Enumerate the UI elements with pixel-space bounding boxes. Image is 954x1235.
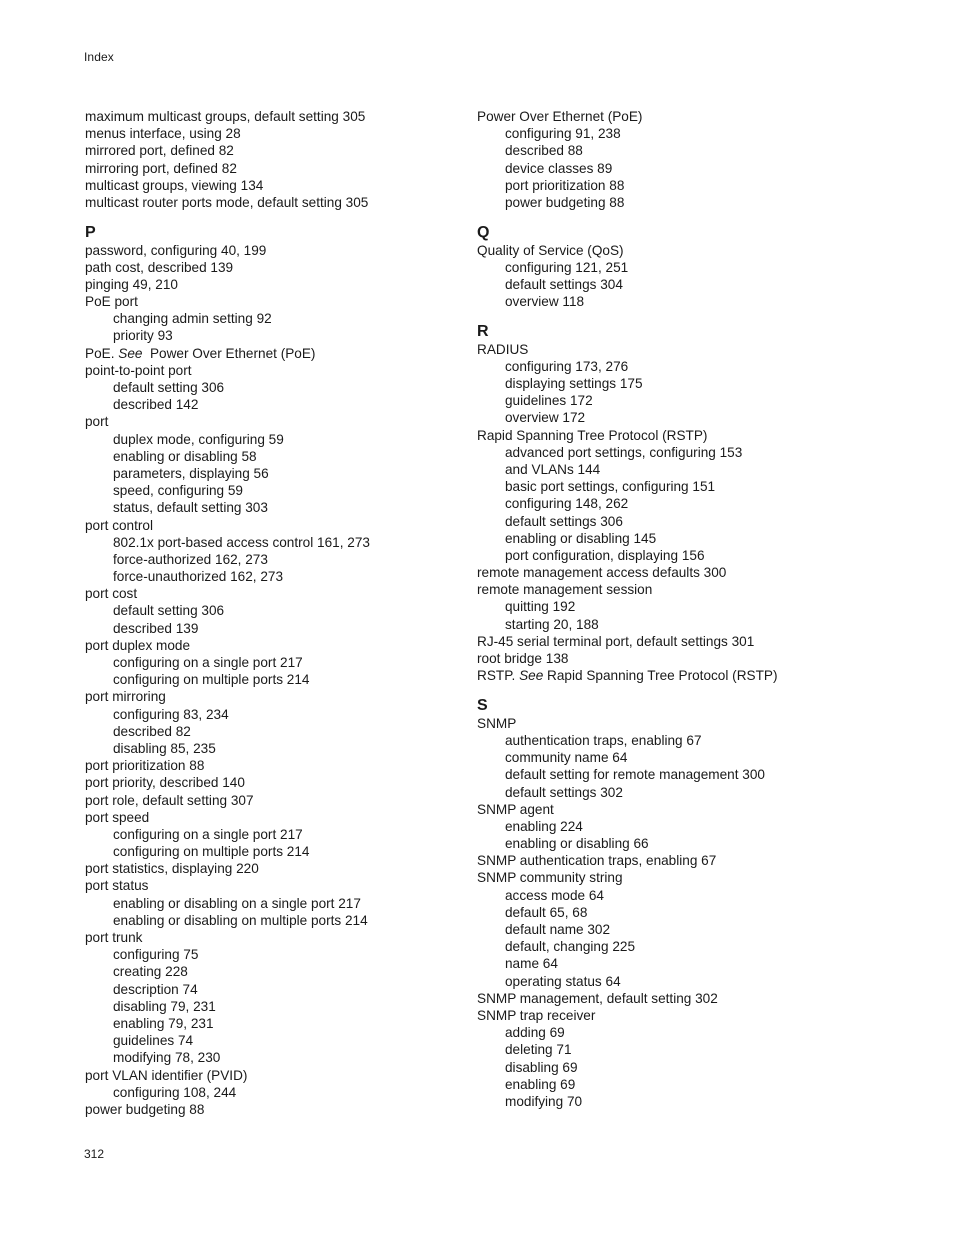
index-subentry: enabling 224 [505,818,583,834]
index-entry: port VLAN identifier (PVID) [85,1067,248,1083]
index-entry: port status [85,878,149,894]
index-subentry: default, changing 225 [505,939,636,955]
index-subentry: changing admin setting 92 [113,311,272,327]
index-column-right [477,108,917,1110]
index-subentry: power budgeting 88 [505,194,625,210]
index-subentry: 802.1x port-based access control 161, 273 [113,534,370,550]
index-subentry: configuring 75 [113,947,199,963]
index-subentry: disabling 85, 235 [113,740,216,756]
index-subentry: name 64 [505,956,558,972]
index-subentry: default settings 306 [505,513,623,529]
index-subentry: modifying 78, 230 [113,1050,221,1066]
index-entry: menus interface, using 28 [85,126,241,142]
index-subentry: device classes 89 [505,160,613,176]
index-subentry: default name 302 [505,922,611,938]
index-subentry: default setting for remote management 300 [505,767,765,783]
index-subentry: default 65, 68 [505,904,588,920]
see-pre: RSTP. [477,668,520,684]
index-subentry: overview 118 [505,294,585,310]
index-subentry: default setting 306 [113,603,225,619]
index-subentry: modifying 70 [505,1093,583,1109]
index-entry: SNMP community string [477,870,623,886]
index-entry: RJ-45 serial terminal port, default settings 301 [477,633,755,649]
index-subentry: disabling 79, 231 [113,998,216,1014]
index-entry: SNMP authentication traps, enabling 67 [477,853,717,869]
index-entry: port [85,414,109,430]
index-subentry: disabling 69 [505,1059,578,1075]
index-section-letter: Q [477,223,490,241]
index-entry: port priority, described 140 [85,775,245,791]
index-subentry: described 142 [113,397,199,413]
index-subentry: enabling 69 [505,1076,576,1092]
index-entry: SNMP management, default setting 302 [477,990,718,1006]
index-entry: port cost [85,586,138,602]
index-subentry: configuring 91, 238 [505,126,621,142]
index-subentry: configuring 108, 244 [113,1084,237,1100]
see-see: See [118,345,143,361]
index-entry: SNMP [477,715,517,731]
index-entry: multicast groups, viewing 134 [85,177,264,193]
index-subentry: configuring 148, 262 [505,496,629,512]
index-subentry: and VLANs 144 [505,461,601,477]
index-entry: port prioritization 88 [85,758,205,774]
index-subentry: enabling or disabling on multiple ports 214 [113,912,368,928]
index-subentry: enabling or disabling 145 [505,530,657,546]
index-entry: port statistics, displaying 220 [85,861,259,877]
index-subentry: enabling or disabling 58 [113,448,257,464]
index-subentry: configuring on a single port 217 [113,826,303,842]
index-subentry: quitting 192 [505,599,576,615]
index-section-letter: S [477,696,488,714]
index-subentry: force-unauthorized 162, 273 [113,569,284,585]
index-subentry: creating 228 [113,964,188,980]
index-subentry: configuring 83, 234 [113,706,229,722]
index-entry: RADIUS [477,341,529,357]
see-post: Power Over Ethernet (PoE) [142,345,316,361]
index-subentry: default settings 304 [505,276,623,292]
index-subentry: advanced port settings, configuring 153 [505,444,743,460]
index-entry: PoE port [85,294,138,310]
index-subentry: configuring on multiple ports 214 [113,672,310,688]
index-subentry: default settings 302 [505,784,623,800]
index-subentry: configuring 121, 251 [505,259,629,275]
see-see: See [519,668,544,684]
index-entry: pinging 49, 210 [85,276,178,292]
index-section-letter: R [477,322,489,340]
index-entry: power budgeting 88 [85,1101,205,1117]
index-entry: multicast router ports mode, default setting 305 [85,194,369,210]
index-entry: maximum multicast groups, default setting 305 [85,109,366,124]
index-subentry: status, default setting 303 [113,500,268,516]
index-entry: root bridge 138 [477,651,569,667]
index-entry: remote management session [477,582,653,598]
index-entry: port role, default setting 307 [85,792,254,808]
index-subentry: adding 69 [505,1025,565,1041]
index-subentry: guidelines 74 [113,1033,194,1049]
index-entry: port trunk [85,930,143,946]
index-subentry: community name 64 [505,750,628,766]
index-entry: mirrored port, defined 82 [85,143,234,159]
index-entry: Power Over Ethernet (PoE) [477,109,643,124]
index-subentry: enabling or disabling on a single port 217 [113,895,361,911]
index-see-reference [477,667,917,684]
index-entry: SNMP agent [477,801,554,817]
index-subentry: operating status 64 [505,973,621,989]
index-subentry: default setting 306 [113,380,225,396]
page-number: 312 [84,1147,105,1161]
index-entry: port speed [85,809,150,825]
index-subentry: description 74 [113,981,198,997]
index-subentry: enabling or disabling 66 [505,836,649,852]
index-entry: Quality of Service (QoS) [477,242,624,258]
index-entry: password, configuring 40, 199 [85,242,267,258]
index-subentry: enabling 79, 231 [113,1015,214,1031]
index-subentry: force-authorized 162, 273 [113,551,268,567]
index-entry: mirroring port, defined 82 [85,160,237,176]
page-header: Index [84,50,114,64]
index-entry: port duplex mode [85,637,191,653]
index-entry: path cost, described 139 [85,259,234,275]
index-entry: Rapid Spanning Tree Protocol (RSTP) [477,427,708,443]
see-post: Rapid Spanning Tree Protocol (RSTP) [543,668,778,684]
index-entry: port control [85,517,154,533]
index-subentry: displaying settings 175 [505,376,643,392]
index-subentry: described 139 [113,620,199,636]
index-subentry: priority 93 [113,328,173,344]
index-subentry: deleting 71 [505,1042,572,1058]
index-section-letter: P [85,223,96,241]
index-subentry: port prioritization 88 [505,177,625,193]
index-subentry: described 88 [505,143,583,159]
index-subentry: port configuration, displaying 156 [505,547,705,563]
index-subentry: configuring 173, 276 [505,358,629,374]
index-subentry: overview 172 [505,410,586,426]
index-subentry: configuring on a single port 217 [113,655,303,671]
index-entry: port mirroring [85,689,166,705]
index-see-reference [85,345,525,362]
index-subentry: parameters, displaying 56 [113,465,269,481]
index-subentry: basic port settings, configuring 151 [505,479,716,495]
see-pre: PoE. [85,345,119,361]
index-subentry: described 82 [113,723,191,739]
index-column-left [85,108,525,1118]
index-subentry: authentication traps, enabling 67 [505,732,702,748]
index-subentry: duplex mode, configuring 59 [113,431,284,447]
index-subentry: guidelines 172 [505,393,593,409]
index-entry: point-to-point port [85,362,192,378]
index-subentry: configuring on multiple ports 214 [113,844,310,860]
index-subentry: starting 20, 188 [505,616,599,632]
index-entry: remote management access defaults 300 [477,565,727,581]
index-entry: SNMP trap receiver [477,1007,596,1023]
index-subentry: access mode 64 [505,887,604,903]
index-subentry: speed, configuring 59 [113,483,243,499]
